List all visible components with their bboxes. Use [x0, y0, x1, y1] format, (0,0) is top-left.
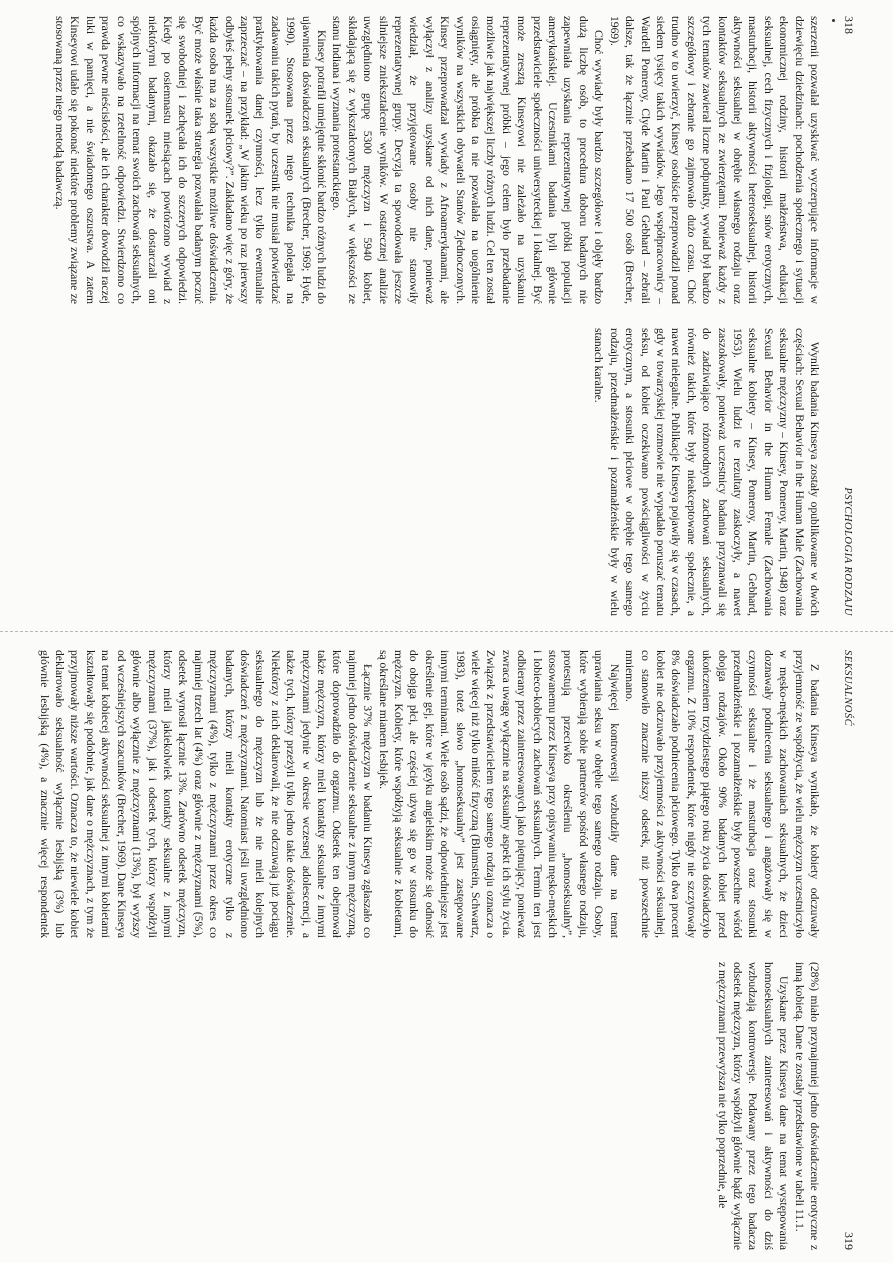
paragraph: Kinsey potrafił umiejętnie skłonić bardzo różnych ludzi do ujawnienia doświadczeń seksualnych (Brecher, 1969; Hyde, 1990). Stosowana przez niego technika polegała na zadawaniu takich pytań, by uczestnik nie musiał potwierdzać praktykowania danej czynności, lecz tylko ewentualnie zaprzeczać – na przykład: „W jakim wieku po raz pierwszy odbyłeś pełny stosunek płciowy?”. Zakładano więc z góry, że każda osoba ma za sobą wszystkie możliwe doświadczenia. Być może właśnie taka strategia pozwalała badanym poczuć się swobodniej i zachęcała ich do szczerych odpowiedzi. Kiedy po osiemnastu miesiącach powtórzono wywiad z niektórymi badanymi, okazało się, że dostarczali oni spójnych informacji na temat swoich zachowań seksualnych, co wskazywało na rzetelność odpowiedzi. Stwierdzono co prawda pewne nieścisłości, ale ich charakter dowodził raczej luki w pamięci, a nie świadomego oszustwa. A zatem Kinseyowi udało się pokonać niektóre problemy związane ze stosowaną przez niego metodą badawczą.	[53, 16, 328, 304]
paragraph: szerzenii pozwalał uzyskiwać wyczerpujące informacje w dziewięciu dziedzinach: pochodzenia społecznego i sytuacji ekonomicznej rodziny, historii małżeństwa, edukacji seksualnej, cech fizycznych i fizjologii, snów erotycznych, masturbacji, historii aktywności heteroseksualnej, historii aktywności seksualnej w obrębie własnego rodzaju oraz kontaktów seksualnych ze zwierzętami. Ponieważ każdy z tych tematów zawierał liczne podpunkty, wywiad był bardzo szczegółowy i zebranie go zajmowało dużo czasu. Choć trudno w to uwierzyć, Kinsey osobiście przeprowadził ponad siedem tysięcy takich wywiadów. Jego współpracownicy – Wardell Pomeroy, Clyde Martin i Paul Gebhard – zebrali dalsze, tak że łącznie przebadano 17 500 osób (Brecher, 1969).	[607, 16, 821, 304]
paragraph: Choć wywiady były bardzo szczegółowe i objęły bardzo dużą liczbę osób, to procedura doboru badanych nie zapewniała uzyskania reprezentatywnej próbki populacji amerykańskiej. Uczestnikami badania byli głównie przedstawiciele społeczności uniwersyteckiej i lokalnej. Być może zresztą Kinseyowi nie zależało na uzyskaniu reprezentatywnej próbki – jego celem było przebadanie możliwie jak największej liczby różnych ludzi. Cel ten został osiągnięty, ale próbka ta nie pozwalała na uogólnienie wyników na wszystkich obywateli Stanów Zjednoczonych. Kinsey przeprowadzał wywiady z Afroamerykanami, ale wyłączył z analizy uzyskane od nich dane, ponieważ wiedział, że przyjętowane osoby nie stanowiły reprezentatywnej grupy. Decyzja ta spowodowała jeszcze silniejsze zniekształcenie wyników. W ostatecznej analizie uwzględniono grupę 5300 mężczyzn i 5940 kobiet, składającą się z wykształconych Białych, w większości ze stanu Indiana i wyznania protestanckiego.	[330, 16, 606, 304]
text-columns	[36, 16, 822, 616]
paragraph: Z badania Kinseya wynikało, że kobiety odczuwały przyjemność ze współżycia, że wielu mężczyzn uczestniczyło w męsko-męskich zachowaniach seksualnych, że dzieci doznawały podniecenia seksualnego i angażowały się w czynności seksualne i że masturbacja oraz stosunki przedmałżeńskie i pozamałżeńskie były powszechne wśród obojga rodzajów. Około 90% badanych kobiet przed ukończeniem trzydziestego piątego roku życia doświadczyło orgazmu. Z 10% respondentek, które nigdy nie szczytowały 8% doświadczało podniecenia płciowego. Tylko dwa procent kobiet nie odczuwało przyjemności z aktywności seksualnej, co stanowiło znacznie niższy odsetek, niż powszechnie mniemano.	[623, 650, 821, 938]
page-number: 318	[842, 16, 856, 34]
page-number: 319	[842, 1232, 856, 1250]
running-head: SEKSUALNOŚĆ	[842, 650, 853, 727]
page-gutter	[0, 631, 893, 632]
page-318	[36, 16, 856, 616]
page-319	[36, 650, 856, 1250]
page-header	[836, 16, 856, 616]
paragraph: Wyniki badania Kinseya zostały opublikowane w dwóch częściach: Sexual Behavior in the Human Male (Zachowania seksualne mężczyzny – Kinsey, Pomeroy, Martin, 1948) oraz Sexual Behavior in the Human Female (Zachowania seksualne kobiety – Kinsey, Pomeroy, Martin, Gebhard, 1953). Wielu ludzi te rezultaty zaskoczyły, a nawet zaszokowały, ponieważ uczestnicy badania przyznawali się do zadziwiająco różnorodnych zachowań seksualnych, również takich, które były nieakceptowane społecznie, a nawet nielegalne. Publikacje Kinseya pojawiły się w czasach, gdy w towarzyskiej rozmowie nie wypadało poruszać tematu seksu, od kobiet oczekiwano powściągliwości w życiu erotycznym, a stosunki płciowe w obrębie tego samego rodzaju, przedmałżeńskie i pozamałżeńskie były w wielu stanach karalne.	[592, 328, 821, 616]
paragraph: Łącznie 37% mężczyzn w badaniu Kinseya zgłaszało co najmniej jedno doświadczenie seksualne z innym mężczyzną, które doprowadziło do orgazmu. Odsetek ten obejmował także mężczyzn, którzy mieli kontakty seksualne z innymi mężczyznami jedynie w okresie wczesnej adolescencji, a także tych, którzy przeżyli tylko jedno takie doświadczenie. Niektórzy z nich deklarowali, że nie odczuwają już pociągu seksualnego do mężczyzn lub że nie mieli kolejnych doświadczeń z mężczyznami. Natomiast jeśli uwzględniono badanych, którzy mieli kontakty erotyczne tylko z mężczyznami (4%), tylko z mężczyznami przez okres co najmniej trzech lat (4%) oraz głównie z mężczyznami (5%), odsetek wynosił łącznie 13%. Zarówno odsetek mężczyzn, którzy mieli jakiekolwiek kontakty seksualne z innymi mężczyznami (37%), jak i odsetek tych, którzy współżyli głównie albo wyłącznie z mężczyznami (13%), był wyższy od wcześniejszych szacunków (Brecher, 1969). Dane Kinseya na temat kobiecej aktywności seksualnej z innymi kobietami kształtowały się podobnie, jak dane o mężczyznach, z tym że przyjmowały niższe wartości. Oznacza to, że niewiele kobiet deklarowało seksualność wyłącznie lesbijską (3%) lub głównie lesbijską (4%), a znacznie więcej respondentek (28%) miało przynajmniej jedno doświadczenie erotyczne z inną kobietą. Dane te zostały przedstawione w tabeli 11.1.	[37, 650, 821, 1250]
text-columns	[36, 650, 822, 1250]
running-head: PSYCHOLOGIA RODZAJU	[842, 487, 853, 616]
page-header	[836, 650, 856, 1250]
paragraph: Najwięcej kontrowersji wzbudziły dane na temat uprawiania seksu w obrębie tego samego rodzaju. Osoby, które wybierają sobie partnerów spośród własnego rodzaju, protestują przeciwko określeniu „homoseksualny”, stosowanemu przez Kinseya przy opisywaniu męsko-męskich i lobieco-kobiecych zachowań seksualnych. Termin ten jest odbierany przez zainteresowanych jako piętnujący, ponieważ zwraca uwagę wyłącznie na seksualny aspekt ich stylu życia. Związek z przedstawicielem tego samego rodzaju oznacza o wiele więcej niż tylko miłość fizyczną (Blumstein, Schwartz, 1983), toteż słowo „homoseksualny” jest zastępowane innymi terminami. Wiele osób sądzi, że odpowiedniejsze jest określenie gej, które w języku angielskim może się odnosić do obojga płci, ale częściej używa się go w stosunku do mężczyzn. Kobiety, które współżyją seksualnie z kobietami, są określane mianem lesbijek.	[376, 650, 621, 938]
paragraph: Uzyskane przez Kinseya dane na temat występowania homoseksualnych zainteresowań i aktywności do dziś wzbudzają kontrowersje. Podawany przez tego badacza odsetek mężczyzn, którzy współżyli głównie bądź wyłącznie z mężczyznami przewyższa nie tylko poprzednie, ale	[715, 962, 791, 1250]
